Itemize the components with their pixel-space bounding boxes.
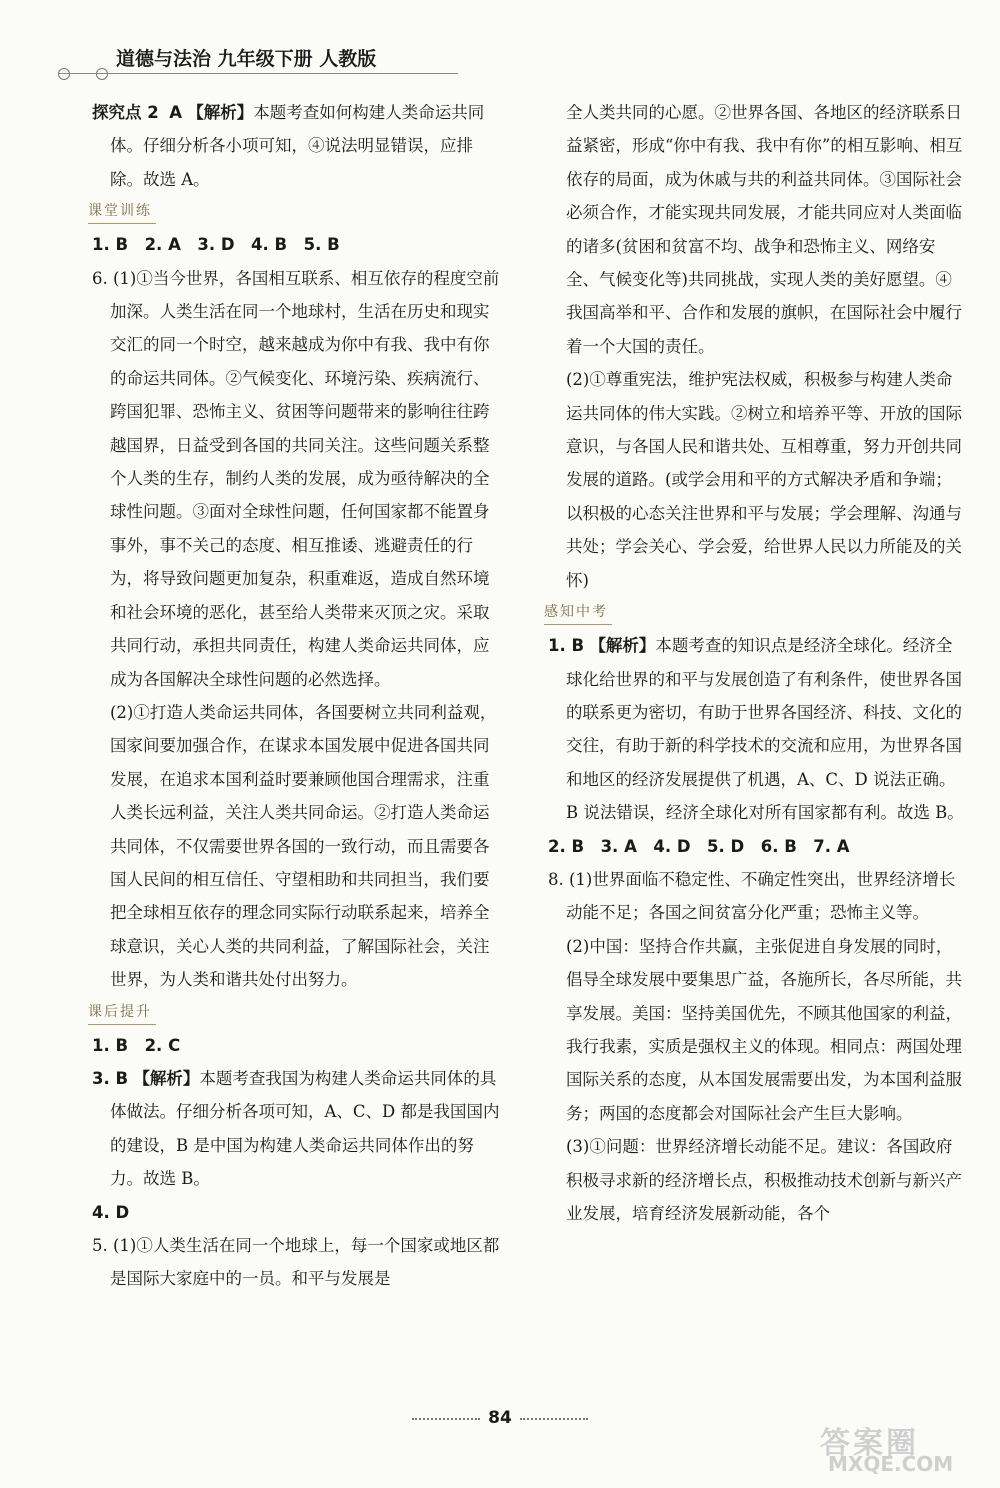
page-number: 84 [488,1408,512,1428]
section-heading-ganzhi: 感知中考 [544,601,612,625]
answer-tanjiu2 [92,96,500,196]
answer-choice: A [169,103,183,122]
section-heading-kehou: 课后提升 [88,1001,156,1025]
answer-label: 探究点 2 [92,103,159,122]
answer-q8-part3: (3)①问题：世界经济增长动能不足。建议：各国政府积极寻求新的经济增长点，积极推动技术创新与新兴产业发展，培育经济发展新动能，各个 [566,1137,962,1223]
answer-q4: 4. D [92,1202,130,1222]
page-number-dots-left [412,1418,480,1420]
analysis-tag: 【解析】 [133,1068,200,1088]
answer-label: 1. B [548,636,585,656]
answers-kehou-mc: 1. B 2. C [92,1035,181,1055]
analysis-text: 本题考查如何构建人类命运共同体。仔细分析各小项可知，④说法明显错误，应排除。故选 A。 [110,103,485,189]
analysis-text: 本题考查的知识点是经济全球化。经济全球化给世界的和平与发展创造了有利条件，使世界各国的联系更为密切，有助于世界各国经济、科技、文化的交往，有助于新的科学技术的交流和应用，为世界各国和地区的经济发展提供了机遇，A、C、D 说法正确。B 说法错误，经济全球化对所有国家都有利。故选 B。 [566,636,964,823]
watermark-text: 答案圈 [820,1426,919,1461]
watermark-logo [800,1418,980,1478]
answer-label: 3. B [92,1068,129,1088]
page-number-dots-right [520,1418,588,1420]
answer-q8-part1: 8. (1)世界面临不稳定性、不确定性突出，世界经济增长动能不足；各国之间贫富分化严重；恐怖主义等。 [548,869,956,923]
answers-zhongkao-mc: 2. B 3. A 4. D 5. D 6. B 7. A [548,836,850,856]
book-title: 道德与法治 九年级下册 人教版 [116,48,377,70]
analysis-text: 本题考查我国为构建人类命运共同体的具体做法。仔细分析各项可知，A、C、D 都是我国国内的建设，B 是中国为构建人类命运共同体作出的努力。故选 B。 [110,1068,500,1189]
answer-q8-part2: (2)中国：坚持合作共赢，主张促进自身发展的同时，倡导全球发展中要集思广益，各施所长，各尽所能，共享发展。美国：坚持美国优先，不顾其他国家的利益，我行我素，实质是强权主义的体现。相同点：两国处理国际关系的态度，从本国发展需要出发，为本国利益服务；两国的态度都会对国际社会产生巨大影响。 [566,936,962,1123]
answers-ketang-mc: 1. B 2. A 3. D 4. B 5. B [92,235,340,255]
answer-q5-part1: 5. (1)①人类生活在同一个地球上，每一个国家或地区都是国际大家庭中的一员。和平与发展是 [92,1236,500,1289]
header-circle-ornament [96,68,108,80]
running-header [58,40,478,90]
answer-q6-part1: 6. (1)①当今世界，各国相互联系、相互依存的程度空前加深。人类生活在同一个地球村，生活在历史和现实交汇的同一个时空，越来越成为你中有我、我中有你的命运共同体。②气候变化、环境污染、疾病流行、跨国犯罪、恐怖主义、贫困等问题带来的影响往往跨越国界，日益受到各国的共同关注。这些问题关系整个人类的生存，制约人类的发展，成为亟待解决的全球性问题。③面对全球性问题，任何国家都不能置身事外，事不关己的态度、相互推诿、逃避责任的行为，将导致问题更加复杂，积重难返，造成自然环境和社会环境的恶化，甚至给人类带来灭顶之灾。采取共同行动，承担共同责任，构建人类命运共同体，应成为各国解决全球性问题的必然选择。 [92,268,500,689]
right-column [544,96,966,1230]
analysis-tag: 【解析】 [187,103,254,122]
analysis-tag: 【解析】 [589,636,656,656]
left-column [88,96,500,1296]
answer-q5-part2: (2)①尊重宪法，维护宪法权威，积极参与构建人类命运共同体的伟大实践。②树立和培养平等、开放的国际意识，与各国人民和谐共处、互相尊重，努力开创共同发展的道路。(或学会用和平的方式解决矛盾和争端；以积极的心态关注世界和平与发展；学会理解、沟通与共处；学会关心、学会爱，给世界人民以力所能及的关怀) [566,370,962,590]
section-heading-ketang: 课堂训练 [88,200,156,224]
answer-q6-part2: (2)①打造人类命运共同体，各国要树立共同利益观，国家间要加强合作，在谋求本国发展中促进各国共同发展，在追求本国利益时要兼顾他国合理需求，注重人类长远利益，关注人类共同命运。②打造人类命运共同体，不仅需要世界各国的一致行动，而且需要各国人民间的相互信任、守望相助和共同担当，我们要把全球相互依存的理念同实际行动联系起来，培养全球意识，关心人类的共同利益，了解国际社会，关注世界，为人类和谐共处付出努力。 [110,702,497,990]
answer-zhongkao-q1 [548,629,966,829]
header-circle-ornament [58,68,70,80]
answer-q3 [92,1062,500,1196]
watermark-url: MXQE.COM [828,1452,954,1476]
answer-q5-continued: 全人类共同的心愿。②世界各国、各地区的经济联系日益紧密，形成“你中有我、我中有你”的相互影响、相互依存的局面，成为休戚与共的利益共同体。③国际社会必须合作，才能实现共同发展，才能共同应对人类面临的诸多(贫困和贫富不均、战争和恐怖主义、网络安全、气候变化等)共同挑战，实现人类的美好愿望。④我国高举和平、合作和发展的旗帜，在国际社会中履行着一个大国的责任。 [566,103,963,356]
header-rule [58,73,458,74]
